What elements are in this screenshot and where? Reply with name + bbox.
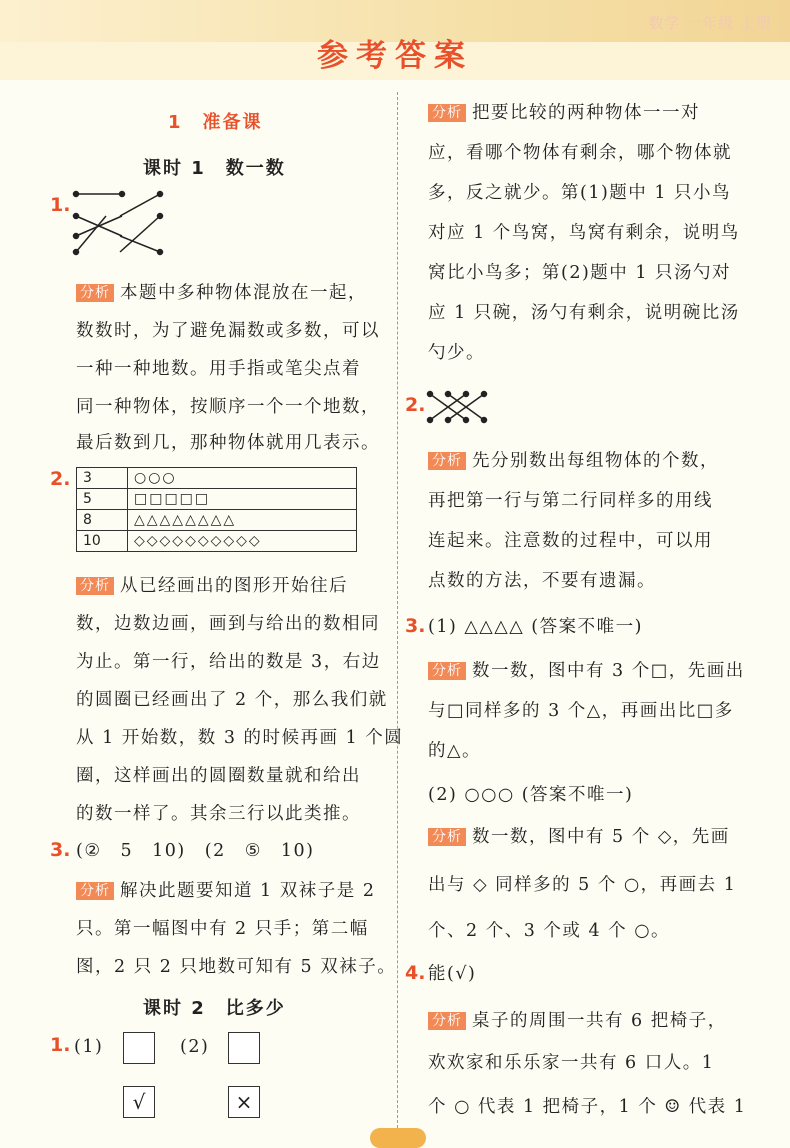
q2-analysis-line: 数，边数边画，画到与给出的数相同	[76, 614, 380, 634]
q2-analysis-line: 的数一样了。其余三行以此类推。	[76, 804, 361, 824]
column-divider	[397, 92, 398, 1138]
r3-analysis-line: 个、2 个、3 个或 4 个 ○。	[428, 921, 670, 941]
q1-analysis-line: 一种一种地数。用手指或笔尖点着	[76, 359, 361, 379]
q1-analysis-line: 数数时，为了避免漏数或多数，可以	[76, 321, 380, 341]
table-row	[77, 468, 357, 489]
r1-analysis-line: 应，看哪个物体有剩余，哪个物体就	[428, 143, 732, 163]
lesson-2-title: 课时 2 比多少	[143, 998, 286, 1019]
section-title: 1 准备课	[168, 112, 263, 133]
r3-number: 3.	[405, 615, 426, 637]
analysis-tag: 分析	[428, 828, 466, 846]
l2-q1-part1-label: (1)	[74, 1037, 104, 1057]
q3-analysis-line: 图，2 只 2 只地数可知有 5 双袜子。	[76, 957, 397, 977]
l2-q1-part2-label: (2)	[180, 1037, 210, 1057]
r1-analysis-line: 窝比小鸟多；第(2)题中 1 只汤勺对	[428, 263, 732, 283]
r1-analysis-line: 分析 把要比较的两种物体一一对	[428, 102, 700, 124]
r4-analysis-line: 欢欢家和乐乐家一共有 6 口人。1	[428, 1053, 715, 1073]
table-row	[77, 510, 357, 531]
q2-analysis-line: 为止。第一行，给出的数是 3，右边	[76, 652, 381, 672]
cross-lines-figure	[426, 390, 490, 424]
r2-analysis-line: 分析 先分别数出每组物体的个数，	[428, 450, 719, 472]
table-cell: ◇◇◇◇◇◇◇◇◇◇	[128, 531, 357, 552]
analysis-tag: 分析	[76, 577, 114, 595]
r1-analysis-line: 应 1 只碗，汤勺有剩余，说明碗比汤	[428, 303, 740, 323]
q3-answer: (② 5 10) (2 ⑤ 10)	[76, 841, 315, 861]
table-cell: 10	[77, 531, 128, 552]
q1-analysis-line: 最后数到几，那种物体就用几表示。	[76, 433, 380, 453]
r1-analysis-line: 对应 1 个鸟窝，鸟窝有剩余，说明鸟	[428, 223, 740, 243]
answer-box-empty	[123, 1032, 155, 1064]
matching-lines-figure	[70, 186, 170, 258]
r2-analysis-line: 再把第一行与第二行同样多的用线	[428, 491, 713, 511]
q2-analysis-line: 的圆圈已经画出了 2 个，那么我们就	[76, 690, 388, 710]
analysis-tag: 分析	[428, 104, 466, 122]
table-cell: △△△△△△△△	[128, 510, 357, 531]
r2-analysis-line: 连起来。注意数的过程中，可以用	[428, 531, 713, 551]
shapes-table	[76, 467, 357, 552]
q1-number: 1.	[50, 194, 71, 216]
analysis-tag: 分析	[428, 662, 466, 680]
q3-analysis-line: 分析 解决此题要知道 1 双袜子是 2	[76, 880, 375, 902]
l2-q1-number: 1.	[50, 1034, 71, 1056]
q3-analysis-line: 只。第一幅图中有 2 只手；第二幅	[76, 919, 369, 939]
r3-analysis-line: 出与 ◇ 同样多的 5 个 ○，再画去 1	[428, 875, 737, 895]
r3-analysis-line: 与□同样多的 3 个△，再画出比□多	[428, 701, 734, 721]
analysis-tag: 分析	[428, 452, 466, 470]
r4-analysis-line: 分析 桌子的周围一共有 6 把椅子，	[428, 1010, 727, 1032]
q2-analysis-line: 圈，这样画出的圆圈数量就和给出	[76, 766, 361, 786]
q2-analysis-line: 分析 从已经画出的图形开始往后	[76, 575, 348, 597]
r2-analysis-line: 点数的方法，不要有遗漏。	[428, 571, 656, 591]
q1-analysis-line: 分析 本题中多种物体混放在一起，	[76, 282, 367, 304]
analysis-tag: 分析	[428, 1012, 466, 1030]
r4-number: 4.	[405, 962, 426, 984]
r3-analysis-line: 的△。	[428, 741, 481, 761]
table-cell: ○○○	[128, 468, 357, 489]
r3-analysis-line: 分析 数一数，图中有 5 个 ◇，先画	[428, 826, 730, 848]
table-row	[77, 531, 357, 552]
q3-number: 3.	[50, 839, 71, 861]
r2-number: 2.	[405, 394, 426, 416]
lesson-1-title: 课时 1 数一数	[143, 158, 286, 179]
r1-analysis-line: 勺少。	[428, 343, 485, 363]
page-number-badge	[370, 1128, 426, 1148]
page-header	[0, 0, 790, 80]
answer-box-check: √	[123, 1086, 155, 1118]
table-cell: □□□□□	[128, 489, 357, 510]
r3-answer-2: (2) ○○○ (答案不唯一)	[428, 785, 634, 805]
r3-answer-1: (1) △△△△ (答案不唯一)	[428, 617, 643, 637]
answer-box-cross: ×	[228, 1086, 260, 1118]
r1-analysis-line: 多，反之就少。第(1)题中 1 只小鸟	[428, 183, 732, 203]
analysis-tag: 分析	[76, 882, 114, 900]
q2-analysis-line: 从 1 开始数，数 3 的时候再画 1 个圆	[76, 728, 404, 748]
r4-answer: 能(√)	[428, 964, 477, 984]
table-cell: 3	[77, 468, 128, 489]
answer-box-empty	[228, 1032, 260, 1064]
q2-number: 2.	[50, 468, 71, 490]
analysis-tag: 分析	[76, 284, 114, 302]
table-cell: 5	[77, 489, 128, 510]
r3-analysis-line: 分析 数一数，图中有 3 个□，先画出	[428, 660, 745, 682]
table-row	[77, 489, 357, 510]
r4-analysis-line: 个 ○ 代表 1 把椅子，1 个 ☺ 代表 1	[428, 1097, 747, 1117]
table-cell: 8	[77, 510, 128, 531]
page-title: 参考答案	[317, 38, 473, 74]
q1-analysis-line: 同一种物体，按顺序一个一个地数，	[76, 397, 380, 417]
header-faded-text: 数学 一年级 上册	[648, 14, 772, 32]
